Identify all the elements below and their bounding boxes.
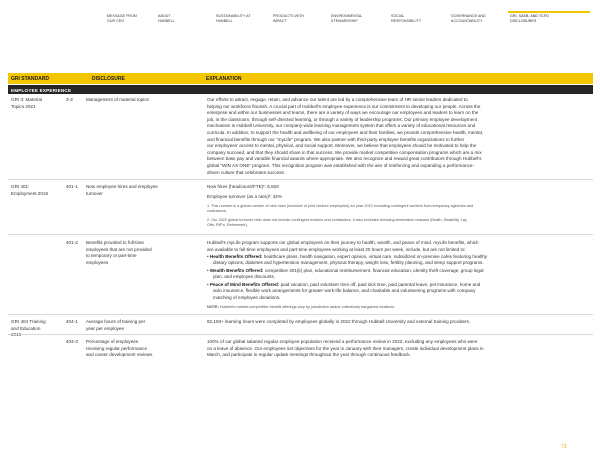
text-line: mechanism is Hubbell University, our company-wide learning management system that offers a variety of educational resources and [207,123,476,129]
cell-text: New employee hires and employee [86,184,158,189]
cell-text: GRI 404 Training [11,319,46,324]
row-divider [8,314,593,315]
nav-label: GRI, SASB, AND TCFD [510,14,549,18]
turnover-value: Employee turnover (as a ratio)²: 32% [207,194,283,199]
bullet-health: • Health Benefits Offered: healthcare plans, health navigation, expert opinion, virtual care, subsidized on-premise cafes featuring healthy dietary options, diabetes and hypertension management, physical therapy, weight loss, fertility planning, and sleep support programs. [207,254,488,266]
text-line: and financial benefits through our “myLife” program. We also partner with third-party employee benefits organizations to further [207,136,465,142]
text-line: helping our workforce flourish. A crucial part of Hubbell’s employee experience is our commitment to developing our people. Across the [207,103,481,109]
disclosure-title [86,319,145,332]
cell-text: and career development reviews [86,352,153,358]
disclosure-title [86,339,152,359]
cell-text: Topics 2021 [11,103,36,109]
nav-governance[interactable] [451,14,486,23]
bullet-text: competitive 401(k) plan, educational reimbursement, financial education, identity theft coverage, group legal [263,268,484,273]
benefits-note [207,305,395,310]
row-divider [8,334,593,335]
table-header [8,73,593,84]
nav-label: HUBBELL [216,18,233,23]
bullet-title: Peace of Mind Benefits Offered: [209,282,280,287]
text-line: are available to full-time employees and part-time employees working at least 20 hours per week, include, but are not limited to: [207,246,466,252]
cell-text: employees that are not provided [86,246,152,252]
nav-label: STEWARDSHIP [331,18,358,23]
bullet-text: plan, and employee discounts. [213,274,276,280]
cell-text: Average hours of training per [86,319,146,324]
explanation-text: 82,193+ learning hours were completed by employees globally in 2022 through Hubbell University and external training providers. [207,319,471,324]
new-hires-value: New hires (headcount/FTE)¹: 6,828 [207,184,279,189]
disclosure-title: Management of material topics [86,97,149,102]
header-explanation: EXPLANATION [206,76,242,82]
cell-text: GRI 401: [11,184,30,189]
cell-text: employees [86,259,109,265]
nav-products[interactable] [273,14,304,23]
text-line: driven culture that celebrates success. [207,169,286,175]
nav-label: MESSAGE FROM [107,14,137,18]
row-divider [8,234,593,235]
text-line: company succeed, and that they should share in that success. We provide market competitive compensation programs which are a mix [207,149,482,155]
note-label: NOTE: [207,305,219,309]
disclosure-title [86,240,152,266]
explanation-text [207,240,479,253]
cell-text: turnover [86,190,103,196]
nav-label: GOVERNANCE AND [451,14,486,18]
bullet-text: matching of employee donations. [213,294,281,300]
nav-label: PRODUCTS WITH [273,14,304,18]
cell-text: to temporary or part-time [86,253,137,259]
footnote-2 [207,218,467,229]
nav-label: IMPACT [273,18,287,23]
nav-environmental[interactable] [331,14,362,23]
nav-social[interactable] [391,14,421,23]
section-title: EMPLOYEE EXPERIENCE [11,87,72,93]
explanation-text [207,339,484,359]
nav-label: SOCIAL [391,14,405,18]
text-line: between base pay and variable financial awards where appropriate. We also recognize and reward great contributors through Hubbell’s [207,156,482,162]
nav-label: ACCOUNTABILITY [451,18,483,23]
footnote-text: contractors. [207,209,227,214]
nav-label: HUBBELL [158,18,175,23]
cell-text: year per employee [86,325,125,331]
nav-gri-disclosures[interactable] [510,14,549,23]
disclosure-title [86,184,158,197]
nav-label: RESPONSIBILITY [391,18,422,23]
header-gri-standard: GRI STANDARD [11,76,49,82]
row-divider [8,179,593,180]
text-line: 100% of our global salaried regular employee population received a performance review in 2022, excluding any employees who were [207,339,478,344]
header-disclosure: DISCLOSURE [92,76,125,82]
cell-text: and Education [11,325,41,331]
text-line: Hubbell’s myLife program supports our global employees on their journey to health, wealth, and peace of mind. myLife benefits, which [207,240,479,245]
cell-text: 2016 [11,332,22,338]
disclosure-number: 3-3 [66,97,73,102]
explanation-text [207,97,590,176]
nav-label: DISCLOSURES [510,18,537,23]
cell-text: receiving regular performance [86,345,148,351]
footnote-text: 1. This number is a global number of new hires (inclusive of joint venture employees) for year 2022 excluding contingent workers from temporary agencies and [207,204,474,208]
nav-label: ABOUT [158,14,171,18]
bullet-text: paid vacation, paid volunteer time off, paid sick time, paid parental leave, pet insurance, home and [279,282,481,287]
bullet-title: Wealth Benefits Offered: [209,268,264,273]
gri-standard-cell [11,319,46,339]
disclosure-number: 404-3 [66,339,78,344]
text-line: on a leave of absence. Our employees set objectives for the year in January with their managers, create individual development plans in [207,345,484,351]
text-line: curricula. In addition, to support the health and wellbeing of our employees and their families, we provide comprehensive health, mental, [207,129,484,135]
bullet-text: dietary options, diabetes and hypertension management, physical therapy, weight loss, fertility planning, and sleep support programs. [213,260,484,266]
cell-text: Benefits provided to full-time [86,240,144,245]
text-line: Our efforts to attract, engage, retain, and advance our talent are led by a comprehensive team of HR senior leaders dedicated to [207,97,468,102]
section-header [8,85,593,94]
bullet-peace-of-mind: • Peace of Mind Benefits Offered: paid vacation, paid volunteer time off, paid sick time, paid parental leave, pet insurance, home and auto insurance, flexible work arrangements for greater work-life balance, and charitable and volunteering programs with company matching of employee donations. [207,282,481,300]
footnote-1 [207,204,473,215]
footnote-text: Offs, RIF’s, Retirement). [207,223,248,228]
nav-label: ENVIRONMENTAL [331,14,363,18]
bullet-wealth: • Wealth Benefits Offered: competitive 401(k) plan, educational reimbursement, financial education, identity theft coverage, group legal plan, and employee discounts. [207,268,484,280]
cell-text: GRI 3: Material [11,97,42,102]
gri-standard-cell [11,97,42,110]
text-line: enterprise and within our businesses and teams, there are a variety of ways we encourage our employees and leaders to learn on the [207,110,479,116]
bullet-title: Health Benefits Offered: [209,254,263,259]
gri-standard-cell [11,184,48,197]
nav-message-ceo[interactable] [107,14,137,23]
text-line: March, and participate in regular update meetings throughout the year through continuous feedback. [207,352,411,358]
nav-label: OUR CEO [107,18,125,23]
footnote-text: 2. Our 2022 global turnover ratio does not include contingent workers and contractors. It also excludes following termination reasons (Death, Disability, Lay [207,218,467,222]
nav-label: SUSTAINABILITY AT [216,14,251,18]
bullet-text: auto insurance, flexible work arrangements for greater work-life balance, and charitable and volunteering programs with company [213,288,476,294]
page-number: 73 [561,444,567,450]
cell-text: Percentage of employees [86,339,139,344]
nav-sustainability[interactable] [216,14,251,23]
disclosure-number: 401-1 [66,184,78,189]
text-line: job, in the classroom, through self-directed learning, or through a variety of leadership programs. Our primary employee development [207,116,478,122]
nav-about[interactable] [158,14,175,23]
note-text: Hubbell’s market-competitive benefit offerings vary by jurisdiction and/or collectively bargained locations. [218,305,396,309]
text-line: global “WIN AS ONE” program. This recognition program was established with the aim of reinforcing and expanding a performance- [207,162,474,168]
bullet-text: healthcare plans, health navigation, expert opinion, virtual care, subsidized on-premise cafes featuring healthy [262,254,488,259]
cell-text: Employment 2016 [11,190,49,196]
disclosure-number: 401-2 [66,240,78,245]
text-line: our employees’ access to mental, physical, and social support. Moreover, we believe that employees should be motivated to help the [207,143,477,149]
disclosure-number: 404-1 [66,319,78,324]
active-nav-indicator [508,11,590,13]
